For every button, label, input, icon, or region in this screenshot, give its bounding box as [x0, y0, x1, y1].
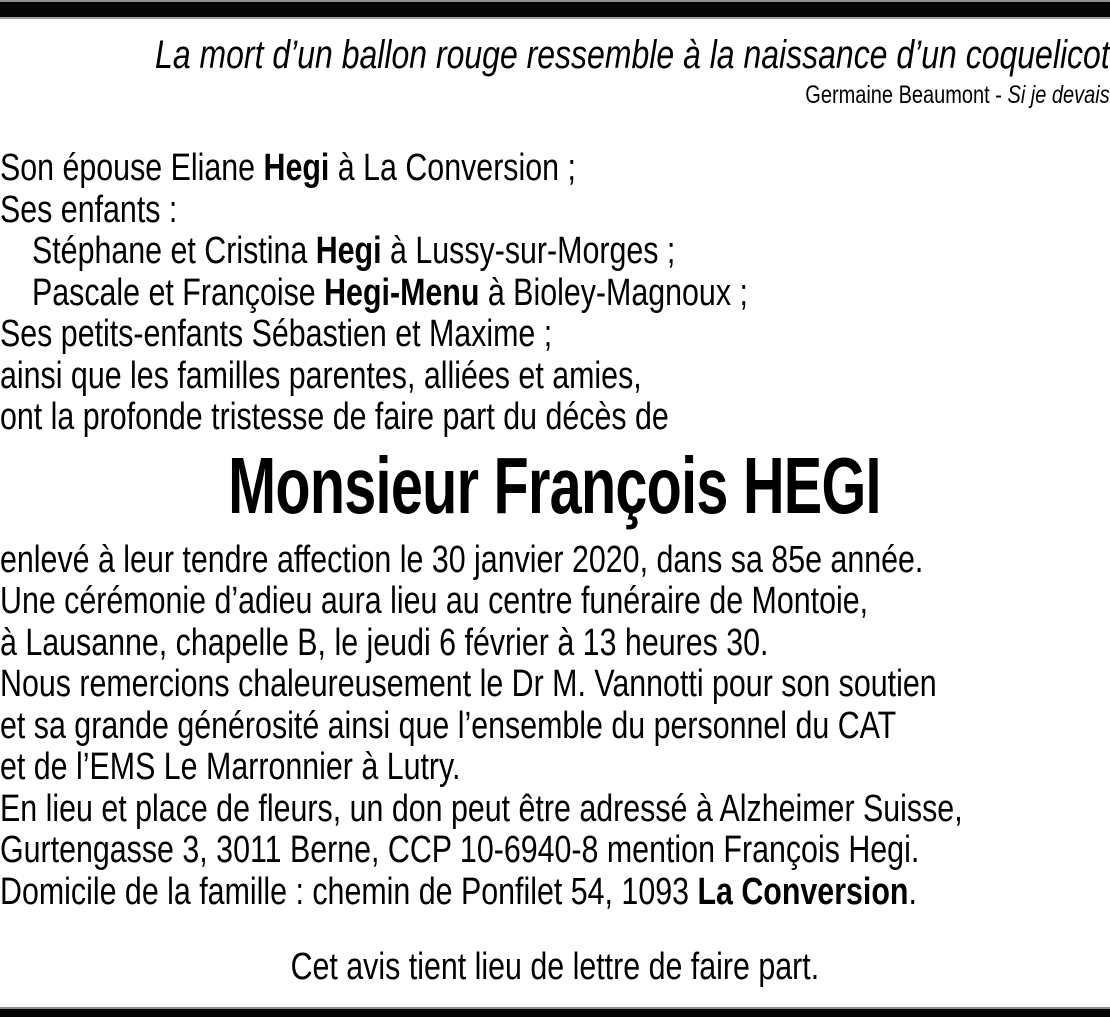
attribution-work-title: Si je devais — [1007, 81, 1110, 109]
epigraph-quote: La mort d’un ballon rouge ressemble à la naissance d’un coquelicot — [155, 33, 1110, 77]
line-text: Ses petits-enfants Sébastien et Maxime ; — [0, 313, 553, 355]
line-text: à Lussy-sur-Morges ; — [381, 230, 676, 272]
line-text: et sa grande générosité ainsi que l’ensemble du personnel du CAT — [0, 704, 897, 747]
bottom-rule-divider — [0, 1007, 1110, 1017]
line-text: à La Conversion ; — [329, 147, 576, 189]
line-text: à Bioley-Magnoux ; — [479, 271, 748, 314]
emphasized-name-text: Hegi — [263, 147, 330, 189]
line-text: Une cérémonie d’adieu aura lieu au centre funéraire de Montoie, — [0, 580, 869, 622]
text-line — [0, 273, 1110, 315]
line-text: Domicile de la famille : chemin de Ponfilet 54, 1093 — [0, 870, 698, 913]
line-text: ont la profonde tristesse de faire part du décès de — [0, 396, 669, 438]
line-text: Nous remercions chaleureusement le Dr M. Vannotti pour son soutien — [0, 663, 937, 705]
line-text: Stéphane et Cristina — [31, 230, 316, 272]
ceremony-details-block — [0, 540, 1110, 914]
line-text: Pascale et Françoise — [31, 271, 325, 314]
line-text: Son épouse Eliane — [0, 147, 264, 189]
family-announcement-block — [0, 148, 1110, 439]
text-line — [0, 872, 1110, 914]
line-text: En lieu et place de fleurs, un don peut être adressé à Alzheimer Suisse, — [0, 787, 963, 830]
text-line — [0, 540, 1110, 582]
line-text: Gurtengasse 3, 3011 Berne, CCP 10-6940-8 mention François Hegi. — [0, 829, 920, 871]
text-line — [0, 397, 1110, 439]
text-line — [0, 581, 1110, 623]
attribution-author: Germaine Beaumont - — [805, 81, 1008, 109]
line-text: à Lausanne, chapelle B, le jeudi 6 février à 13 heures 30. — [0, 621, 769, 664]
line-text: Ses enfants : — [0, 188, 178, 231]
emphasized-name-text: Hegi-Menu — [324, 271, 480, 314]
line-text: et de l’EMS Le Marronnier à Lutry. — [0, 746, 461, 788]
text-line — [0, 789, 1110, 831]
text-line — [0, 148, 1110, 190]
text-line — [0, 190, 1110, 232]
line-text: . — [908, 870, 917, 913]
line-text: ainsi que les familles parentes, alliées et amies, — [0, 354, 642, 397]
line-text: enlevé à leur tendre affection le 30 janvier 2020, dans sa 85e année. — [0, 538, 924, 581]
text-line — [0, 231, 1110, 273]
text-line — [0, 664, 1110, 706]
text-line — [0, 314, 1110, 356]
text-line — [0, 830, 1110, 872]
text-line — [0, 356, 1110, 398]
notice-content — [0, 18, 1110, 988]
epigraph-attribution — [0, 80, 1110, 110]
top-rule-divider — [0, 0, 1110, 19]
emphasized-name-text: Hegi — [315, 230, 382, 272]
deceased-name-heading — [0, 441, 1110, 531]
deceased-name-text: Monsieur François HEGI — [228, 440, 882, 530]
text-line — [0, 747, 1110, 789]
emphasized-name-text: La Conversion — [697, 870, 909, 913]
closing-statement: Cet avis tient lieu de lettre de faire part. — [290, 946, 820, 988]
text-line — [0, 706, 1110, 748]
text-line — [0, 623, 1110, 665]
